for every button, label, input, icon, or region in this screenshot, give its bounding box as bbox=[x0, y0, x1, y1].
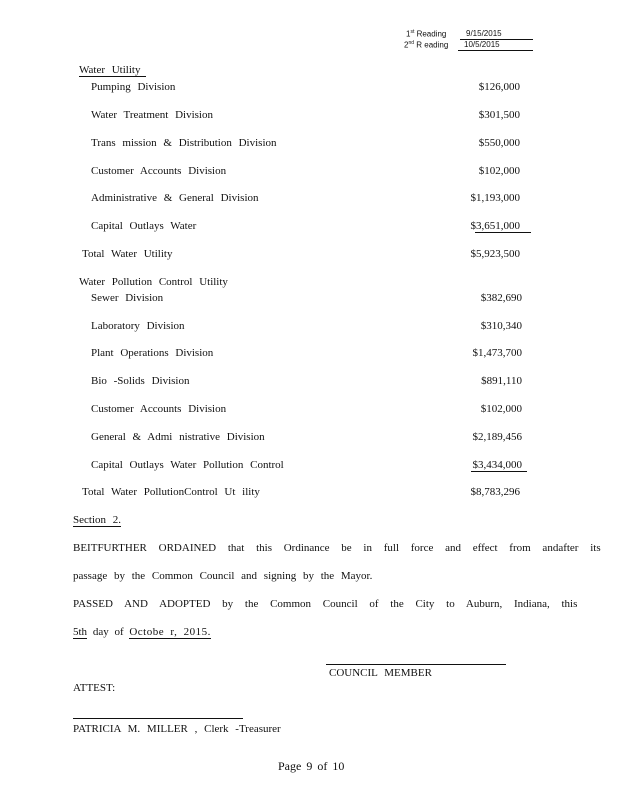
wpc-utility-total-amount: $8,783,296 bbox=[470, 486, 520, 498]
adoption-date-month: Octobe r, 2015. bbox=[129, 626, 211, 638]
water-item-label: Administrative & General Division bbox=[91, 192, 259, 204]
clerk-treasurer-label: PATRICIA M. MILLER , Clerk -Treasurer bbox=[73, 723, 281, 735]
first-reading-suffix: st bbox=[410, 29, 415, 35]
wpc-utility-heading: Water Pollution Control Utility bbox=[79, 276, 228, 288]
section-heading-text: Section 2. bbox=[73, 514, 121, 526]
second-reading-suffix: nd bbox=[408, 40, 415, 46]
wpc-item-label: Sewer Division bbox=[91, 292, 164, 304]
water-item-amount: $126,000 bbox=[478, 81, 520, 93]
page-number: Page 9 of 10 bbox=[278, 759, 345, 773]
water-item-amount: $301,500 bbox=[478, 109, 520, 121]
second-reading bbox=[404, 40, 448, 50]
ordinance-body-line-1: BEITFURTHER ORDAINED that this Ordinance be in full force and effect from andafter its bbox=[73, 542, 601, 554]
first-reading-label: Reading bbox=[416, 29, 447, 39]
wpc-item-amount: $891,110 bbox=[481, 375, 522, 387]
wpc-item-label: Bio -Solids Division bbox=[91, 375, 190, 387]
water-utility-total-amount: $5,923,500 bbox=[470, 248, 520, 260]
second-reading-date-underline bbox=[458, 50, 533, 51]
capital-outlays-water-underline bbox=[475, 232, 531, 233]
wpc-item-label: General & Admi nistrative Division bbox=[91, 431, 265, 443]
water-item-amount: $3,651,000 bbox=[470, 220, 520, 232]
water-item-label: Pumping Division bbox=[91, 81, 176, 93]
water-item-label: Trans mission & Distribution Division bbox=[91, 137, 277, 149]
ordinance-body-line-2: passage by the Common Council and signing by the Mayor. bbox=[73, 570, 373, 582]
water-item-label: Capital Outlays Water bbox=[91, 220, 197, 232]
second-reading-ordinal: 2 bbox=[404, 40, 409, 50]
wpc-utility-total-label: Total Water PollutionControl Ut ility bbox=[82, 486, 260, 498]
second-reading-date: 10/5/2015 bbox=[464, 40, 500, 49]
first-reading-ordinal: 1 bbox=[406, 29, 411, 39]
council-member-label: COUNCIL MEMBER bbox=[329, 667, 432, 679]
wpc-item-amount: $3,434,000 bbox=[472, 459, 522, 471]
wpc-item-label: Plant Operations Division bbox=[91, 347, 214, 359]
water-item-label: Customer Accounts Division bbox=[91, 165, 227, 177]
wpc-item-label: Capital Outlays Water Pollution Control bbox=[91, 459, 284, 471]
wpc-item-amount: $1,473,700 bbox=[472, 347, 522, 359]
water-item-label: Water Treatment Division bbox=[91, 109, 213, 121]
wpc-item-amount: $102,000 bbox=[480, 403, 522, 415]
clerk-signature-line bbox=[73, 718, 243, 719]
water-utility-heading-text: Water Utility bbox=[79, 64, 146, 77]
water-utility-total-label: Total Water Utility bbox=[82, 248, 173, 260]
section-heading bbox=[73, 514, 121, 527]
water-item-amount: $102,000 bbox=[478, 165, 520, 177]
adoption-date-day-of: day of bbox=[92, 626, 124, 638]
adoption-date bbox=[73, 626, 211, 639]
attest-label: ATTEST: bbox=[73, 682, 116, 694]
wpc-item-amount: $382,690 bbox=[480, 292, 522, 304]
water-utility-heading bbox=[79, 64, 146, 77]
wpc-item-amount: $2,189,456 bbox=[472, 431, 522, 443]
wpc-item-label: Customer Accounts Division bbox=[91, 403, 227, 415]
first-reading bbox=[406, 29, 446, 39]
passed-adopted-line: PASSED AND ADOPTED by the Common Council of the City to Auburn, Indiana, this bbox=[73, 598, 578, 610]
capital-outlays-wpc-underline bbox=[471, 471, 527, 472]
council-member-signature-line bbox=[326, 664, 506, 665]
adoption-date-day: 5th bbox=[73, 626, 88, 638]
water-item-amount: $1,193,000 bbox=[470, 192, 520, 204]
wpc-item-label: Laboratory Division bbox=[91, 320, 185, 332]
first-reading-date: 9/15/2015 bbox=[466, 29, 502, 38]
water-item-amount: $550,000 bbox=[478, 137, 520, 149]
wpc-item-amount: $310,340 bbox=[480, 320, 522, 332]
second-reading-label: R eading bbox=[416, 40, 449, 50]
